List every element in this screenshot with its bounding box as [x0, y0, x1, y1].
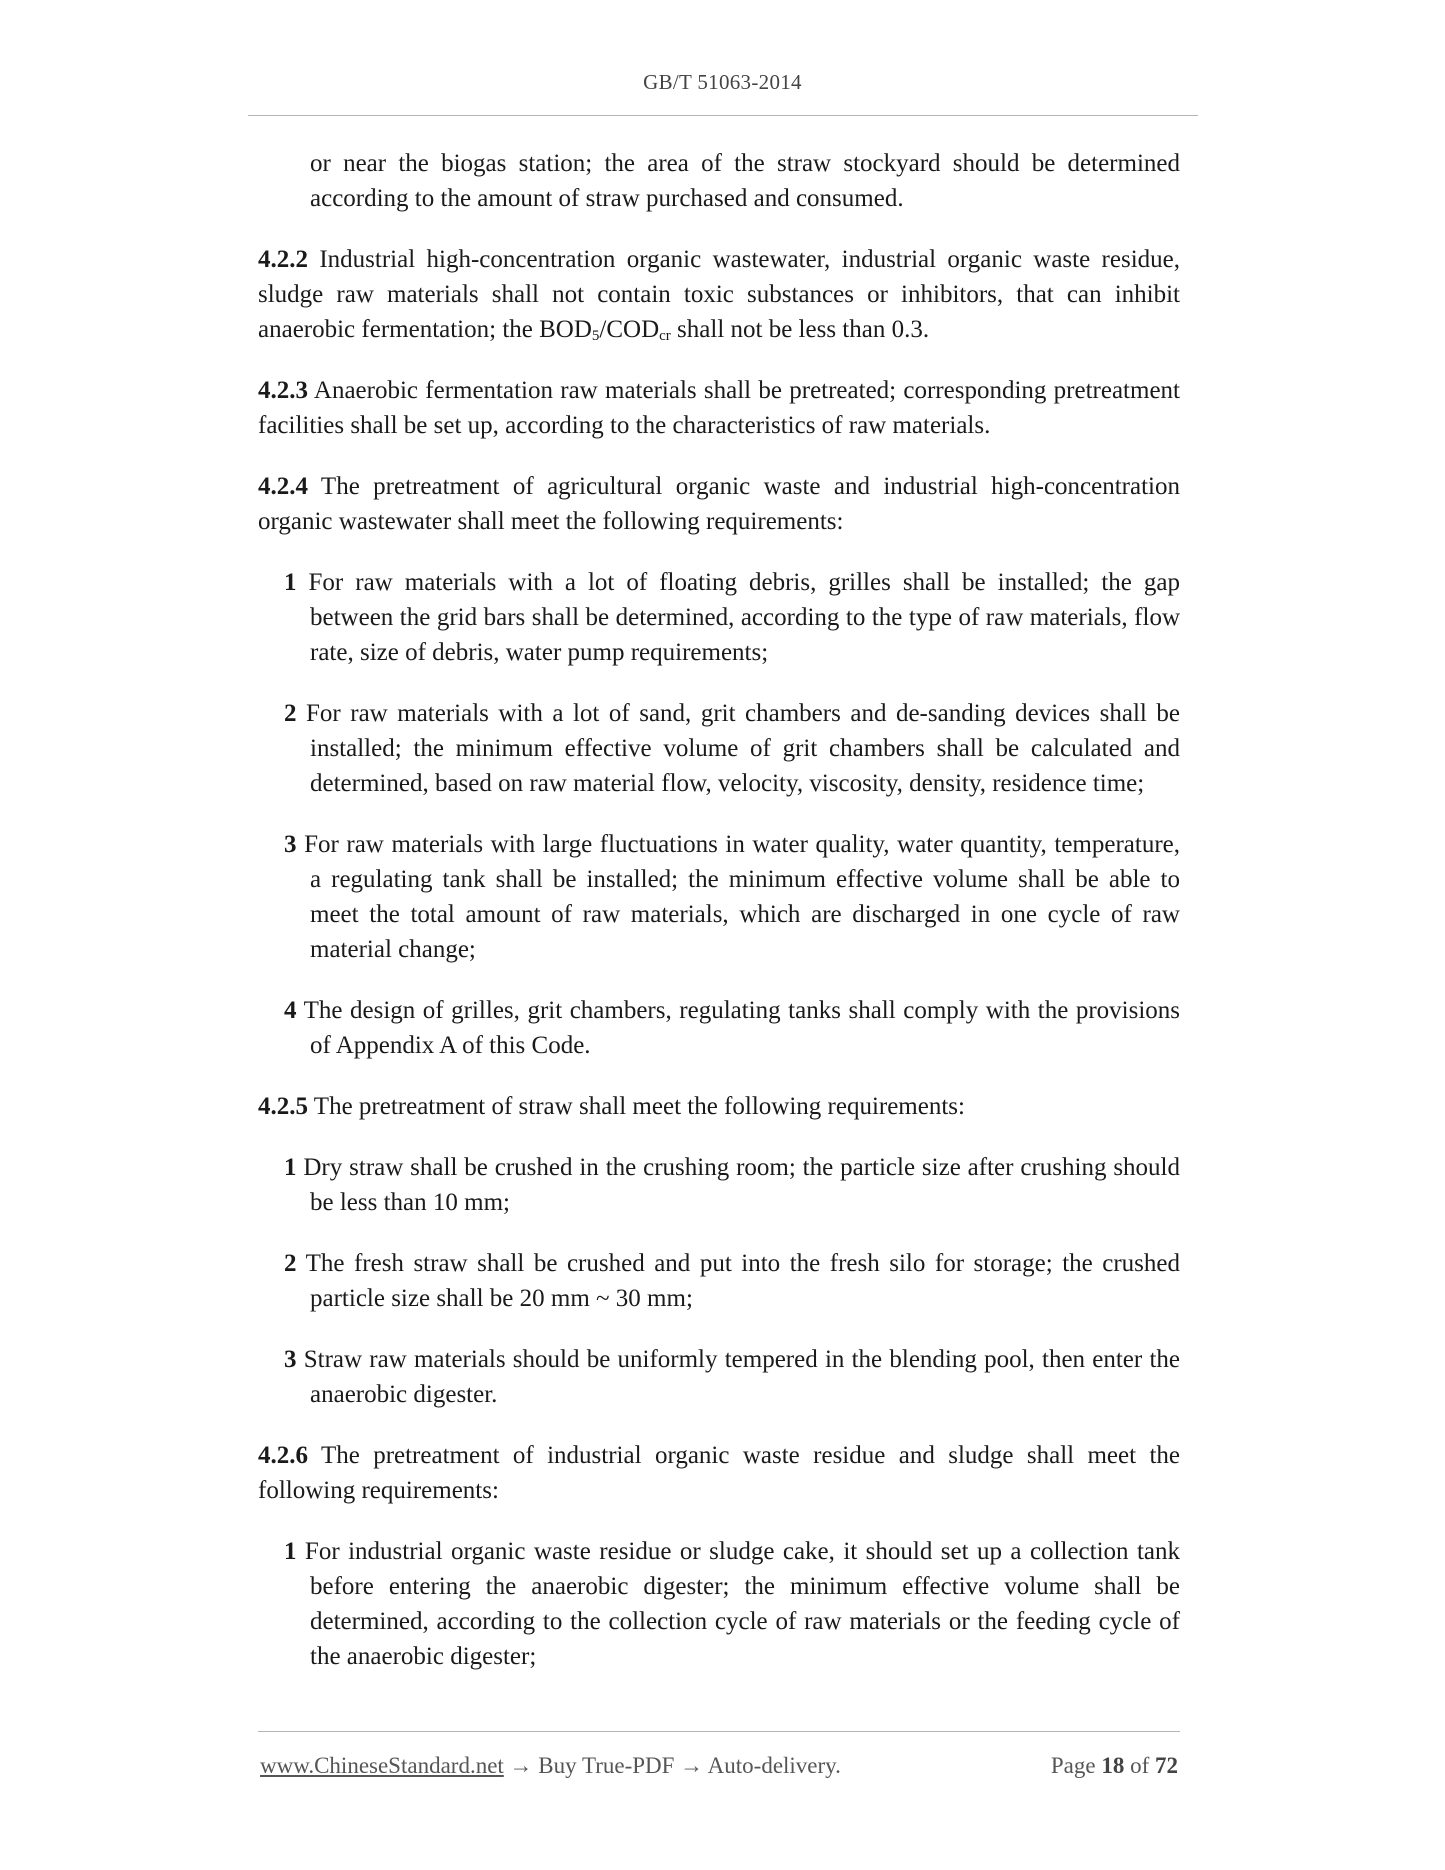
clause-text: /COD — [599, 316, 660, 343]
clause-text: shall not be less than 0.3. — [670, 316, 930, 343]
page-body — [258, 146, 1180, 1674]
clause-number: 4.2.5 — [258, 1093, 308, 1120]
clause-4-2-4 — [258, 469, 1180, 539]
footer-promo — [260, 1753, 841, 1778]
footer-divider — [258, 1731, 1180, 1732]
header-divider — [248, 115, 1198, 116]
subscript: cr — [659, 328, 671, 344]
item-number: 2 — [284, 700, 297, 727]
item-text: For industrial organic waste residue or sludge cake, it should set up a collection tank before entering the anaerobic digester; the minimum effective volume shall be determined, according to the collection cycle of raw materials or the feeding cycle of the anaerobic digester; — [296, 1538, 1180, 1670]
page-current: 18 — [1101, 1753, 1125, 1778]
clause-4-2-3 — [258, 373, 1180, 443]
clause-text: The pretreatment of straw shall meet the following requirements: — [308, 1093, 965, 1120]
page-label: Page — [1050, 1753, 1102, 1778]
clause-4-2-2 — [258, 242, 1180, 347]
item-number: 1 — [284, 1538, 297, 1565]
item-text: The fresh straw shall be crushed and put into the fresh silo for storage; the crushed particle size shall be 20 mm ~ 30 mm; — [296, 1250, 1180, 1312]
clause-4-2-5 — [258, 1089, 1180, 1124]
clause-number: 4.2.4 — [258, 473, 308, 500]
item-number: 1 — [284, 1154, 297, 1181]
continuation-text: or near the biogas station; the area of the straw stockyard should be determined according to the amount of straw purchased and consumed. — [310, 150, 1180, 212]
site-link[interactable]: www.ChineseStandard.net — [260, 1753, 504, 1778]
page-of: of — [1124, 1753, 1155, 1778]
item-text: Straw raw materials should be uniformly tempered in the blending pool, then enter the anaerobic digester. — [296, 1346, 1180, 1408]
clause-text: The pretreatment of industrial organic waste residue and sludge shall meet the following requirements: — [258, 1442, 1180, 1504]
clause-number: 4.2.3 — [258, 377, 308, 404]
clause-number: 4.2.6 — [258, 1442, 308, 1469]
promo-text: → Buy True-PDF → Auto-delivery. — [503, 1753, 841, 1778]
item-text: For raw materials with large fluctuations in water quality, water quantity, temperature, a regulating tank shall be installed; the minimum effective volume shall be able to meet the total amount of raw materials, which are discharged in one cycle of raw material change; — [296, 831, 1180, 963]
list-item — [258, 1342, 1180, 1412]
item-text: For raw materials with a lot of floating debris, grilles shall be installed; the gap between the grid bars shall be determined, according to the type of raw materials, flow rate, size of debris, water pump requirements; — [296, 569, 1180, 666]
list-item — [258, 993, 1180, 1063]
list-item — [258, 565, 1180, 670]
item-number: 1 — [284, 569, 297, 596]
subscript: 5 — [591, 328, 600, 344]
list-item — [258, 1246, 1180, 1316]
clause-text: The pretreatment of agricultural organic waste and industrial high-concentration organic wastewater shall meet the following requirements: — [258, 473, 1180, 535]
clause-text: Industrial high-concentration organic wastewater, industrial organic waste residue, sludge raw materials shall not contain toxic substances or inhibitors, that can inhibit anaerobic fermentation; the BOD — [258, 246, 1180, 343]
list-item — [258, 1534, 1180, 1674]
running-header: GB/T 51063-2014 — [643, 70, 802, 94]
page-footer — [260, 1753, 1178, 1779]
item-text: For raw materials with a lot of sand, grit chambers and de-sanding devices shall be installed; the minimum effective volume of grit chambers shall be calculated and determined, based on raw material flow, velocity, viscosity, density, residence time; — [296, 700, 1180, 797]
page-total: 72 — [1155, 1753, 1178, 1778]
item-number: 3 — [284, 1346, 297, 1373]
clause-text: Anaerobic fermentation raw materials shall be pretreated; corresponding pretreatment facilities shall be set up, according to the characteristics of raw materials. — [258, 377, 1180, 439]
clause-4-2-6 — [258, 1438, 1180, 1508]
list-item — [258, 827, 1180, 967]
page-indicator — [1051, 1753, 1178, 1779]
item-number: 4 — [284, 997, 297, 1024]
clause-number: 4.2.2 — [258, 246, 308, 273]
item-number: 3 — [284, 831, 297, 858]
item-number: 2 — [284, 1250, 297, 1277]
list-item — [258, 1150, 1180, 1220]
item-text: The design of grilles, grit chambers, regulating tanks shall comply with the provisions of Appendix A of this Code. — [296, 997, 1180, 1059]
list-item — [258, 696, 1180, 801]
item-text: Dry straw shall be crushed in the crushing room; the particle size after crushing should be less than 10 mm; — [296, 1154, 1180, 1216]
